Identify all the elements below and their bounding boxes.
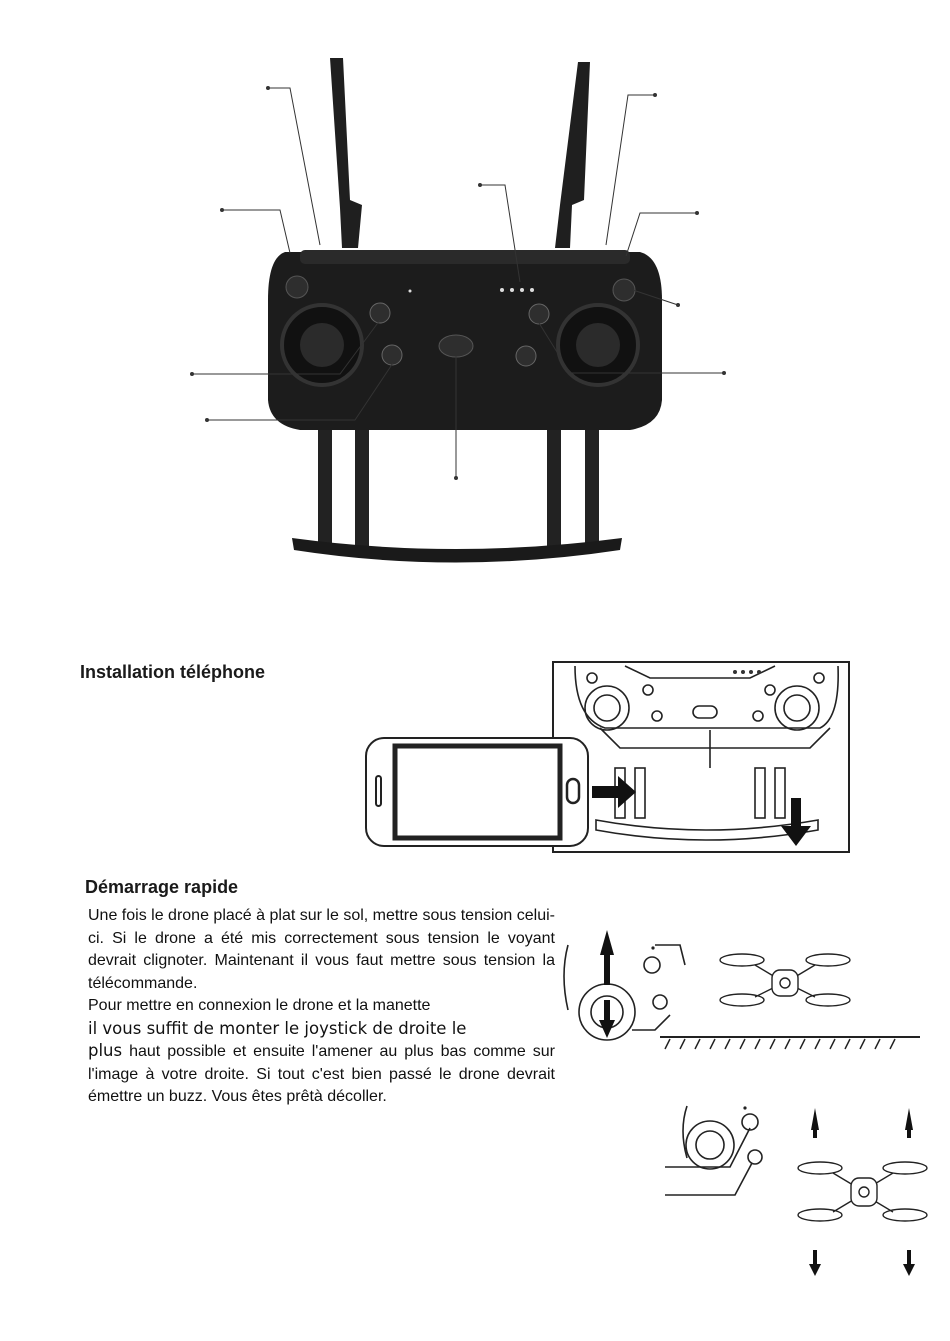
quick-start-paragraph	[88, 1040, 555, 1109]
quick-start-paragraph: il vous suffit de monter le joystick de droite le	[88, 1018, 467, 1038]
drone-takeoff-diagram	[655, 1100, 945, 1280]
quick-start-text: haut possible et ensuite l'amener au plus bas comme sur l'image à votre droite. Si tout c'est bien passé le drone devrait émettre un buzz. Vous êtes prêtà décoller.	[88, 1043, 555, 1105]
phone-install-title: Installation téléphone	[80, 662, 266, 682]
quick-start-paragraph: Pour mettre en connexion le drone et la manette	[88, 997, 431, 1014]
controller-diagram	[0, 0, 950, 600]
quick-start-title: Démarrage rapide	[85, 877, 239, 897]
quick-start-word: plus	[88, 1041, 123, 1060]
quick-start-body	[88, 905, 555, 1109]
quick-start-paragraph: Une fois le drone placé à plat sur le sol, mettre sous tension celui-ci. Si le drone a été mis correctement sous tension le voyant devrait clignoter. Maintenant il vous faut mettre sous tension la télécommande.	[88, 907, 555, 992]
phone-mount-diagram	[360, 658, 860, 858]
joystick-up-down-diagram	[560, 915, 940, 1065]
